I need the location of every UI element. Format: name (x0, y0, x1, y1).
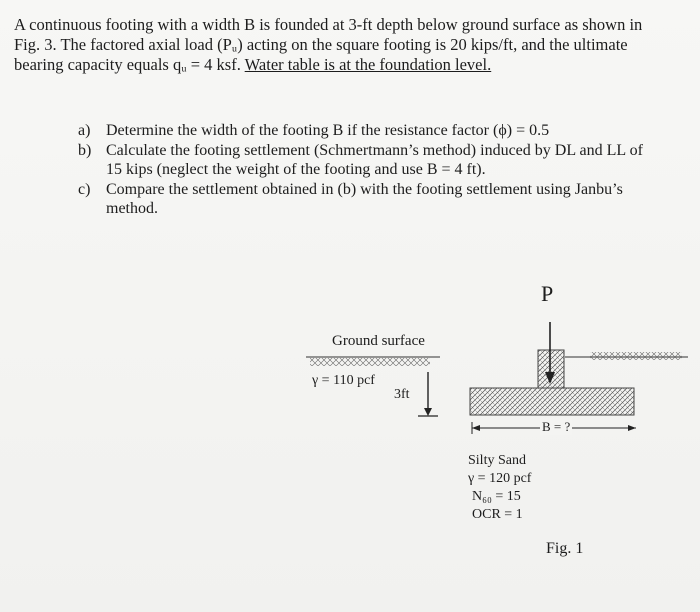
part-text: Calculate the footing settlement (Schmertmann’s method) induced by DL and LL of (106, 142, 643, 159)
intro-line-2: Fig. 3. The factored axial load (Pᵤ) acting on the square footing is 20 kips/ft, and the ultimate (14, 35, 628, 54)
depth-label: 3ft (394, 387, 410, 402)
depth-dimension (418, 372, 438, 416)
part-letter: a) (78, 122, 91, 139)
part-letter: b) (78, 142, 92, 159)
soil-n60: N₆₀ = 15 (472, 489, 521, 504)
width-label: B = ? (542, 419, 571, 434)
intro-line-3-text: bearing capacity equals qᵤ = 4 ksf. (14, 55, 245, 74)
soil-name: Silty Sand (468, 453, 526, 468)
intro-line-1: A continuous footing with a width B is founded at 3-ft depth below ground surface as shown in (14, 15, 643, 34)
part-text: method. (106, 200, 158, 217)
part-text: 15 kips (neglect the weight of the footing and use B = 4 ft). (106, 161, 486, 178)
footing-base (470, 388, 634, 415)
footing-column (538, 350, 564, 388)
ground-surface-label: Ground surface (332, 333, 425, 349)
figure-caption: Fig. 1 (546, 540, 584, 557)
part-text: Determine the width of the footing B if the resistance factor (ϕ) = 0.5 (106, 122, 550, 139)
load-label: P (541, 281, 554, 306)
ground-surface-left (306, 357, 440, 366)
soil-unit-weight: γ = 120 pcf (468, 471, 532, 486)
water-table-note: Water table is at the foundation level. (244, 55, 492, 74)
part-text: Compare the settlement obtained in (b) with the footing settlement using Janbu’s (106, 181, 623, 198)
soil-ocr: OCR = 1 (472, 507, 523, 522)
part-letter: c) (78, 181, 91, 198)
upper-soil-unit-weight: γ = 110 pcf (312, 373, 375, 388)
ground-surface-right (565, 352, 688, 360)
